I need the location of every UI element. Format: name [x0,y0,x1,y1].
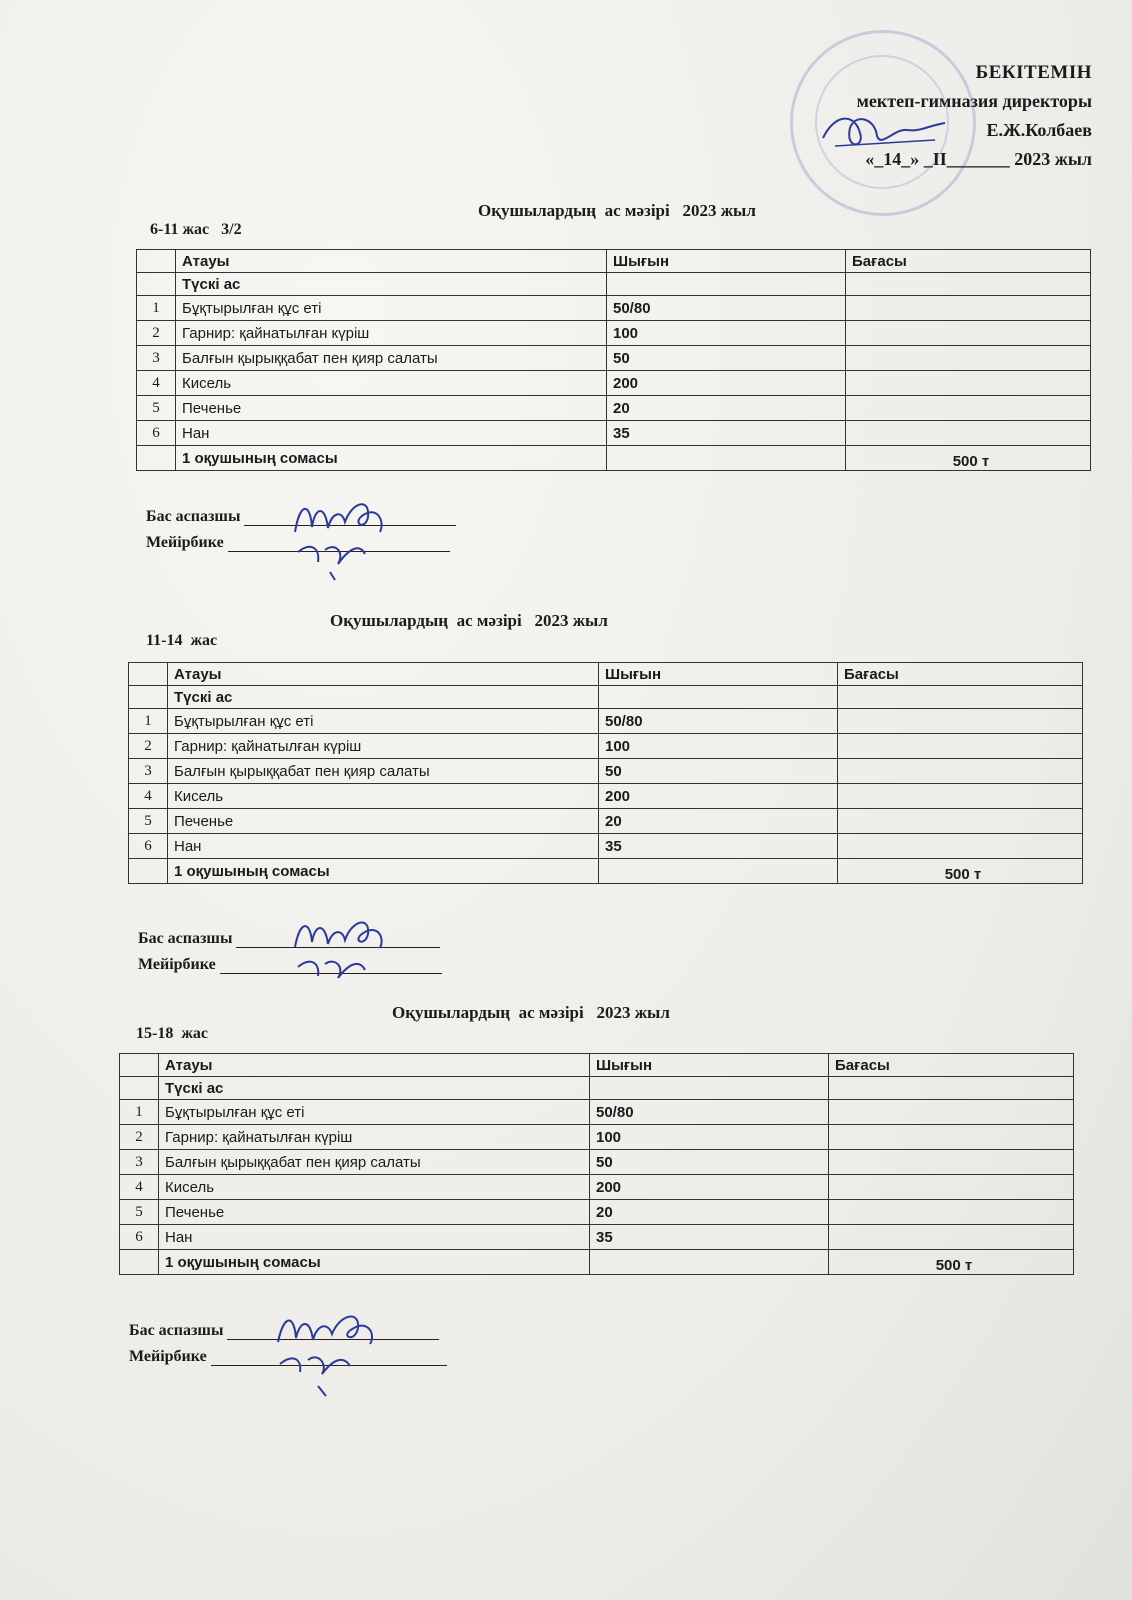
price-header: Бағасы [838,663,1083,686]
item-num: 4 [129,784,168,809]
name-header: Атауы [159,1054,590,1077]
total-row [137,446,1091,471]
item-num: 3 [129,759,168,784]
item-name: Нан [159,1225,590,1250]
total-label: 1 оқушының сомасы [168,859,599,884]
table-row [129,784,1083,809]
table-row [137,421,1091,446]
item-price [846,321,1091,346]
item-name: Бұқтырылған құс еті [176,296,607,321]
name-header: Атауы [168,663,599,686]
item-price [829,1100,1074,1125]
total-row [129,859,1083,884]
table-row [120,1100,1074,1125]
item-qty: 35 [607,421,846,446]
item-qty: 200 [590,1175,829,1200]
table-row [129,734,1083,759]
chef-signature [290,912,400,988]
qty-header: Шығын [590,1054,829,1077]
item-name: Печенье [159,1200,590,1225]
chef-label: Бас аспазшы [138,930,233,947]
item-num: 1 [137,296,176,321]
item-qty: 20 [607,396,846,421]
item-name: Гарнир: қайнатылған күріш [159,1125,590,1150]
table-row [120,1225,1074,1250]
table-row [137,296,1091,321]
item-qty: 20 [590,1200,829,1225]
item-num: 3 [137,346,176,371]
item-name: Балғын қырыққабат пен қияр салаты [176,346,607,371]
item-price [838,809,1083,834]
item-qty: 100 [590,1125,829,1150]
item-price [846,346,1091,371]
num-header-cell [120,1054,159,1077]
item-qty: 50/80 [590,1100,829,1125]
num-header-cell [129,663,168,686]
table-row [129,709,1083,734]
nurse-label: Мейірбике [146,534,224,551]
item-num: 1 [120,1100,159,1125]
item-num: 2 [120,1125,159,1150]
meal-label: Түскі ас [168,686,599,709]
item-price [838,759,1083,784]
item-name: Балғын қырыққабат пен қияр салаты [159,1150,590,1175]
nurse-label: Мейірбике [138,956,216,973]
item-name: Печенье [168,809,599,834]
item-qty: 35 [599,834,838,859]
menu-title: Оқушылардың ас мәзірі 2023 жыл [392,1003,670,1022]
table-header-row [129,663,1083,686]
item-price [829,1125,1074,1150]
item-num: 1 [129,709,168,734]
item-num: 2 [137,321,176,346]
menu-title: Оқушылардың ас мәзірі 2023 жыл [478,201,756,220]
menu-table [119,1053,1074,1275]
item-name: Гарнир: қайнатылған күріш [176,321,607,346]
total-price: 500 т [838,859,1083,884]
item-price [846,396,1091,421]
total-price: 500 т [846,446,1091,471]
name-header: Атауы [176,250,607,273]
total-price: 500 т [829,1250,1074,1275]
total-label: 1 оқушының сомасы [176,446,607,471]
meal-row [129,686,1083,709]
menu-table [128,662,1083,884]
item-price [846,296,1091,321]
item-name: Балғын қырыққабат пен қияр салаты [168,759,599,784]
item-qty: 50/80 [607,296,846,321]
meal-label: Түскі ас [176,273,607,296]
table-row [129,759,1083,784]
item-price [829,1225,1074,1250]
item-num: 5 [129,809,168,834]
meal-row [137,273,1091,296]
item-price [838,709,1083,734]
item-name: Бұқтырылған құс еті [168,709,599,734]
item-num: 6 [120,1225,159,1250]
menu-table [136,249,1091,471]
table-row [137,371,1091,396]
item-qty: 35 [590,1225,829,1250]
age-group: 11-14 жас [146,632,218,649]
item-num: 2 [129,734,168,759]
item-name: Кисель [159,1175,590,1200]
item-qty: 200 [607,371,846,396]
table-row [137,321,1091,346]
item-qty: 200 [599,784,838,809]
age-group: 15-18 жас [136,1025,209,1042]
nurse-label: Мейірбике [129,1348,207,1365]
menu-title: Оқушылардың ас мәзірі 2023 жыл [330,611,608,630]
item-num: 5 [120,1200,159,1225]
chef-signature [270,1306,390,1398]
item-qty: 20 [599,809,838,834]
item-name: Печенье [176,396,607,421]
item-price [829,1150,1074,1175]
chef-signature [290,492,400,582]
chef-label: Бас аспазшы [129,1322,224,1339]
meal-row [120,1077,1074,1100]
age-group: 6-11 жас 3/2 [150,221,242,238]
approval-role: мектеп-гимназия директоры [856,91,1092,111]
qty-header: Шығын [599,663,838,686]
approval-date: «_14_» _ІІ_______ 2023 жыл [865,149,1092,169]
item-qty: 50 [607,346,846,371]
item-price [838,834,1083,859]
table-row [120,1150,1074,1175]
item-name: Нан [176,421,607,446]
item-qty: 50 [590,1150,829,1175]
meal-label: Түскі ас [159,1077,590,1100]
table-row [137,396,1091,421]
director-signature [815,108,955,158]
table-row [120,1175,1074,1200]
table-row [129,809,1083,834]
approval-name: Е.Ж.Колбаев [986,120,1092,140]
item-price [838,734,1083,759]
item-price [829,1175,1074,1200]
table-header-row [120,1054,1074,1077]
num-header-cell [137,250,176,273]
total-row [120,1250,1074,1275]
table-row [129,834,1083,859]
item-price [829,1200,1074,1225]
item-num: 6 [137,421,176,446]
chef-label: Бас аспазшы [146,508,241,525]
item-num: 3 [120,1150,159,1175]
approval-title: БЕКІТЕМІН [975,62,1092,83]
item-num: 4 [137,371,176,396]
table-header-row [137,250,1091,273]
qty-header: Шығын [607,250,846,273]
item-name: Нан [168,834,599,859]
item-name: Бұқтырылған құс еті [159,1100,590,1125]
item-price [838,784,1083,809]
item-num: 4 [120,1175,159,1200]
item-qty: 50/80 [599,709,838,734]
item-qty: 100 [599,734,838,759]
item-price [846,421,1091,446]
price-header: Бағасы [829,1054,1074,1077]
item-qty: 100 [607,321,846,346]
item-price [846,371,1091,396]
total-label: 1 оқушының сомасы [159,1250,590,1275]
item-num: 6 [129,834,168,859]
table-row [120,1125,1074,1150]
item-name: Кисель [168,784,599,809]
table-row [137,346,1091,371]
item-num: 5 [137,396,176,421]
price-header: Бағасы [846,250,1091,273]
item-name: Гарнир: қайнатылған күріш [168,734,599,759]
table-row [120,1200,1074,1225]
item-qty: 50 [599,759,838,784]
item-name: Кисель [176,371,607,396]
